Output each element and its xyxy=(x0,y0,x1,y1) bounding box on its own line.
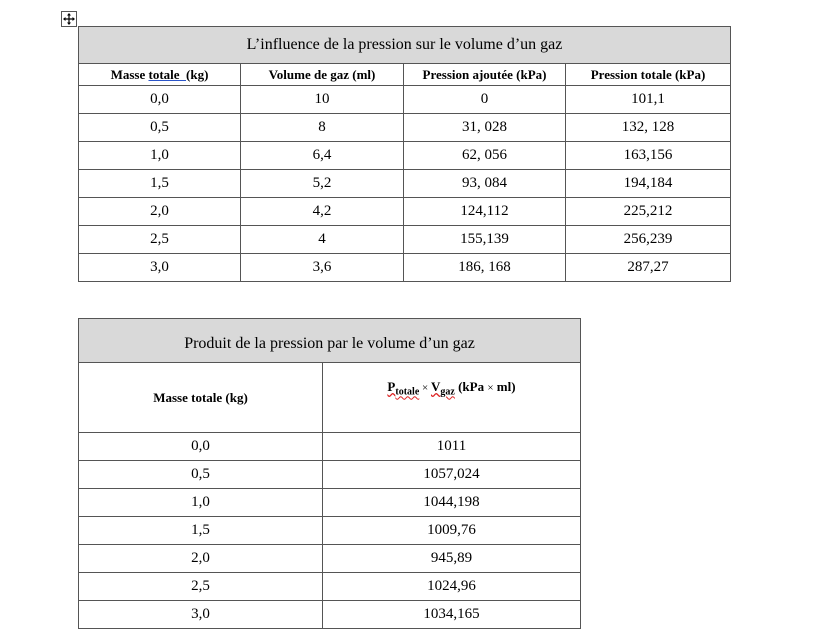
table-row xyxy=(79,142,731,170)
table-cell: 4 xyxy=(241,226,404,254)
table-row xyxy=(79,86,731,114)
table2-header-product: $P_{totale} \times V_{gaz}$ (kPa × ml) xyxy=(323,363,581,433)
table-cell: 8 xyxy=(241,114,404,142)
table-cell: 1,0 xyxy=(79,142,241,170)
table-cell: 0 xyxy=(404,86,566,114)
table-row xyxy=(79,517,581,545)
table-row xyxy=(79,198,731,226)
table-row xyxy=(79,433,581,461)
table-cell: 1,5 xyxy=(79,517,323,545)
table-row xyxy=(79,573,581,601)
table-cell: 0,0 xyxy=(79,86,241,114)
table-cell: 2,5 xyxy=(79,573,323,601)
table-row xyxy=(79,601,581,629)
table-cell: 2,0 xyxy=(79,545,323,573)
table-cell: 0,5 xyxy=(79,114,241,142)
table-cell: 132, 128 xyxy=(566,114,731,142)
table-row xyxy=(79,254,731,282)
table-cell: 3,6 xyxy=(241,254,404,282)
table-cell: 155,139 xyxy=(404,226,566,254)
table-cell: 1,0 xyxy=(79,489,323,517)
table-cell: 1024,96 xyxy=(323,573,581,601)
table1-title: L’influence de la pression sur le volume d’un gaz xyxy=(79,27,731,64)
move-arrows-icon xyxy=(63,13,75,25)
table-cell: 194,184 xyxy=(566,170,731,198)
table1-header-total-pressure: Pression totale (kPa) xyxy=(566,64,731,86)
table-row xyxy=(79,545,581,573)
table-cell: 256,239 xyxy=(566,226,731,254)
table-row xyxy=(79,461,581,489)
pressure-volume-table xyxy=(78,26,731,282)
table-cell: 62, 056 xyxy=(404,142,566,170)
table-cell: 10 xyxy=(241,86,404,114)
table-cell: 3,0 xyxy=(79,254,241,282)
table-cell: 163,156 xyxy=(566,142,731,170)
table-cell: 101,1 xyxy=(566,86,731,114)
pressure-volume-product-table xyxy=(78,318,581,629)
table2-header-mass: Masse totale (kg) xyxy=(79,363,323,433)
table-cell: 0,0 xyxy=(79,433,323,461)
table-row xyxy=(79,226,731,254)
table-cell: 945,89 xyxy=(323,545,581,573)
table-cell: 124,112 xyxy=(404,198,566,226)
table-cell: 6,4 xyxy=(241,142,404,170)
table-cell: 93, 084 xyxy=(404,170,566,198)
table-cell: 31, 028 xyxy=(404,114,566,142)
table-cell: 1011 xyxy=(323,433,581,461)
table-row xyxy=(79,170,731,198)
table-cell: 1057,024 xyxy=(323,461,581,489)
table-move-handle[interactable] xyxy=(61,11,77,27)
table-cell: 225,212 xyxy=(566,198,731,226)
table-cell: 1009,76 xyxy=(323,517,581,545)
table2-title: Produit de la pression par le volume d’un gaz xyxy=(79,319,581,363)
table-cell: 287,27 xyxy=(566,254,731,282)
table-cell: 1044,198 xyxy=(323,489,581,517)
table1-header-added-pressure: Pression ajoutée (kPa) xyxy=(404,64,566,86)
table-row xyxy=(79,114,731,142)
table-cell: 1,5 xyxy=(79,170,241,198)
table-cell: 4,2 xyxy=(241,198,404,226)
table1-header-volume: Volume de gaz (ml) xyxy=(241,64,404,86)
table-cell: 3,0 xyxy=(79,601,323,629)
table-cell: 5,2 xyxy=(241,170,404,198)
table-cell: 2,0 xyxy=(79,198,241,226)
table-row xyxy=(79,489,581,517)
table-cell: 0,5 xyxy=(79,461,323,489)
table-cell: 186, 168 xyxy=(404,254,566,282)
table-cell: 1034,165 xyxy=(323,601,581,629)
table-cell: 2,5 xyxy=(79,226,241,254)
table1-header-mass: Masse totale (kg) xyxy=(79,64,241,86)
